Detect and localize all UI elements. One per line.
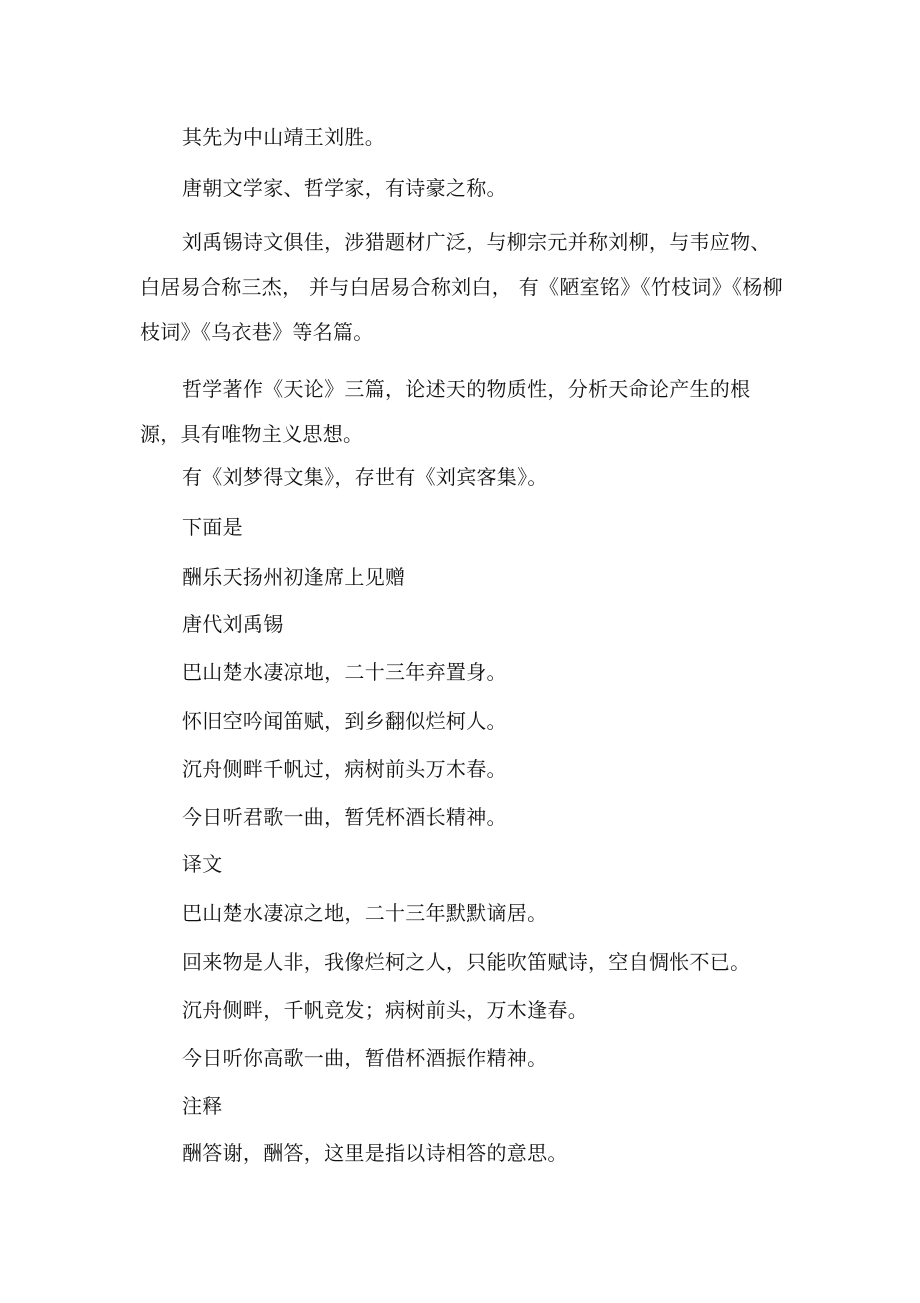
translation-line: 沉舟侧畔，千帆竞发；病树前头，万木逢春。 (182, 998, 588, 1022)
translation-line: 今日听你高歌一曲，暂借杯酒振作精神。 (182, 1046, 548, 1070)
line-title-poet: 唐朝文学家、哲学家，有诗豪之称。 (182, 176, 507, 200)
poem-author: 唐代刘禹锡 (182, 612, 284, 636)
paragraph-philosophy: 哲学著作《天论》三篇，论述天的物质性，分析天命论产生的根源，具有唯物主义思想。 (140, 377, 751, 446)
line-ancestry: 其先为中山靖王刘胜。 (182, 125, 385, 149)
translation-line: 回来物是人非，我像烂柯之人，只能吹笛赋诗，空自惆怅不已。 (182, 950, 751, 974)
poem-title: 酬乐天扬州初逢席上见赠 (182, 565, 406, 589)
line-intro: 下面是 (182, 515, 243, 539)
translation-line: 巴山楚水凄凉之地，二十三年默默谪居。 (182, 901, 548, 925)
notes-line: 酬答谢，酬答，这里是指以诗相答的意思。 (182, 1141, 568, 1165)
paragraph-works: 刘禹锡诗文俱佳，涉猎题材广泛，与柳宗元并称刘柳，与韦应物、白居易合称三杰， 并与白居易合称刘白， 有《陋室铭》《竹枝词》《杨柳枝词》《乌衣巷》等名篇。 (140, 230, 783, 344)
notes-heading: 注释 (182, 1094, 223, 1118)
poem-line: 今日听君歌一曲，暂凭杯酒长精神。 (182, 805, 507, 829)
poem-line: 巴山楚水凄凉地，二十三年弃置身。 (182, 660, 507, 684)
poem-line: 怀旧空吟闻笛赋，到乡翻似烂柯人。 (182, 709, 507, 733)
translation-heading: 译文 (182, 852, 223, 876)
poem-line: 沉舟侧畔千帆过，病树前头万木春。 (182, 757, 507, 781)
line-collections: 有《刘梦得文集》，存世有《刘宾客集》。 (182, 465, 548, 489)
